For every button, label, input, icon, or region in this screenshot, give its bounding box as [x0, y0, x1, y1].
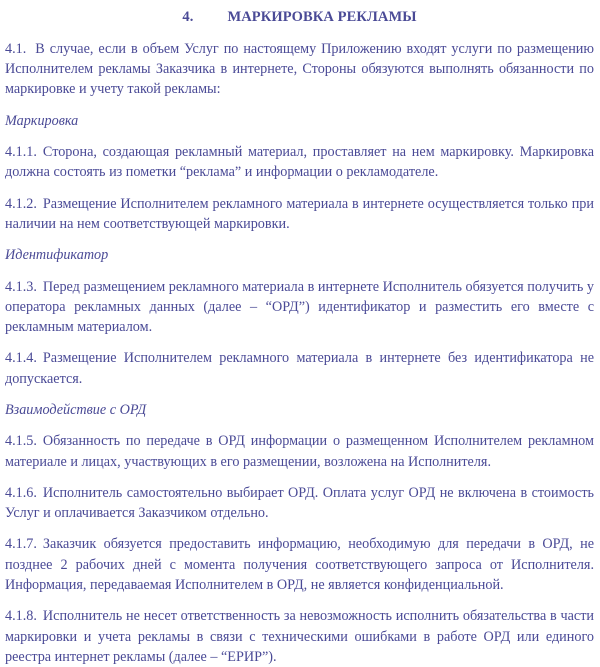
- clause-number: 4.1.6.: [5, 484, 37, 501]
- clause-number: 4.1.3.: [5, 278, 37, 295]
- clause-paragraph: [5, 534, 594, 595]
- clause-paragraph: [5, 606, 594, 667]
- clause-text: Исполнитель самостоятельно выбирает ОРД. Оплата услуг ОРД не включена в стоимость Услуг и оплачивается Заказчиком отдельно.: [5, 484, 594, 522]
- clause-text: Обязанность по передаче в ОРД информации о размещенном Исполнителем рекламном материале и лицах, участвующих в его размещении, возложена на Исполнителя.: [5, 433, 594, 470]
- clause-number: 4.1.1.: [5, 144, 37, 161]
- clause-number: 4.1.: [5, 40, 27, 57]
- clause-text: В случае, если в объем Услуг по настоящему Приложению входят услуги по размещению Исполнителем рекламы Заказчика в интернете, Стороны обязуются выполнять обязанности по маркировке и учету такой рекламы:: [5, 40, 594, 98]
- clause-paragraph: [5, 194, 594, 235]
- clause-paragraph: [5, 348, 594, 389]
- clause-number: 4.1.2.: [5, 195, 37, 212]
- clause-number: 4.1.7.: [5, 536, 37, 553]
- clause-number: 4.1.4.: [5, 350, 37, 367]
- section-heading: [5, 8, 594, 27]
- clause-text: Размещение Исполнителем рекламного материала в интернете осуществляется только при наличии на нем соответствующей маркировки.: [5, 195, 594, 232]
- subsection-heading: Взаимодействие с ОРД: [5, 402, 147, 418]
- clause-number: 4.1.5.: [5, 433, 37, 450]
- clause-text: Сторона, создающая рекламный материал, проставляет на нем маркировку. Маркировка должна состоять из пометки “реклама” и информации о рекламодателе.: [5, 144, 594, 181]
- clause-paragraph: [5, 277, 594, 338]
- clause-paragraph: [5, 39, 594, 100]
- clause-number: 4.1.8.: [5, 608, 37, 625]
- clause-paragraph: [5, 431, 594, 472]
- section-heading-title: МАРКИРОВКА РЕКЛАМЫ: [227, 9, 417, 25]
- document-body: [5, 39, 594, 667]
- clause-text: Размещение Исполнителем рекламного материала в интернете без идентификатора не допускается.: [5, 350, 594, 387]
- clause-text: Исполнитель не несет ответственность за невозможность исполнить обязательства в части маркировки и учета рекламы в связи с техническими ошибками в работе ОРД или единого реестра интернет рекламы (далее – “ЕРИР”).: [5, 608, 594, 665]
- clause-paragraph: [5, 483, 594, 524]
- subsection-heading: Маркировка: [5, 112, 79, 129]
- section-heading-number: 4.: [182, 9, 194, 25]
- subsection-heading: Идентификатор: [5, 247, 109, 264]
- clause-text: Перед размещением рекламного материала в интернете Исполнитель обязуется получить у оператора рекламных данных (далее – “ОРД”) идентификатор и разместить его вместе с рекламным материалом.: [5, 278, 594, 336]
- clause-paragraph: [5, 142, 594, 183]
- clause-text: Заказчик обязуется предоставить информацию, необходимую для передачи в ОРД, не позднее 2 рабочих дней с момента получения соответствующего запроса от Исполнителя. Информация, передаваемая Исполнителем в ОРД, не является конфиденциальной.: [5, 536, 594, 594]
